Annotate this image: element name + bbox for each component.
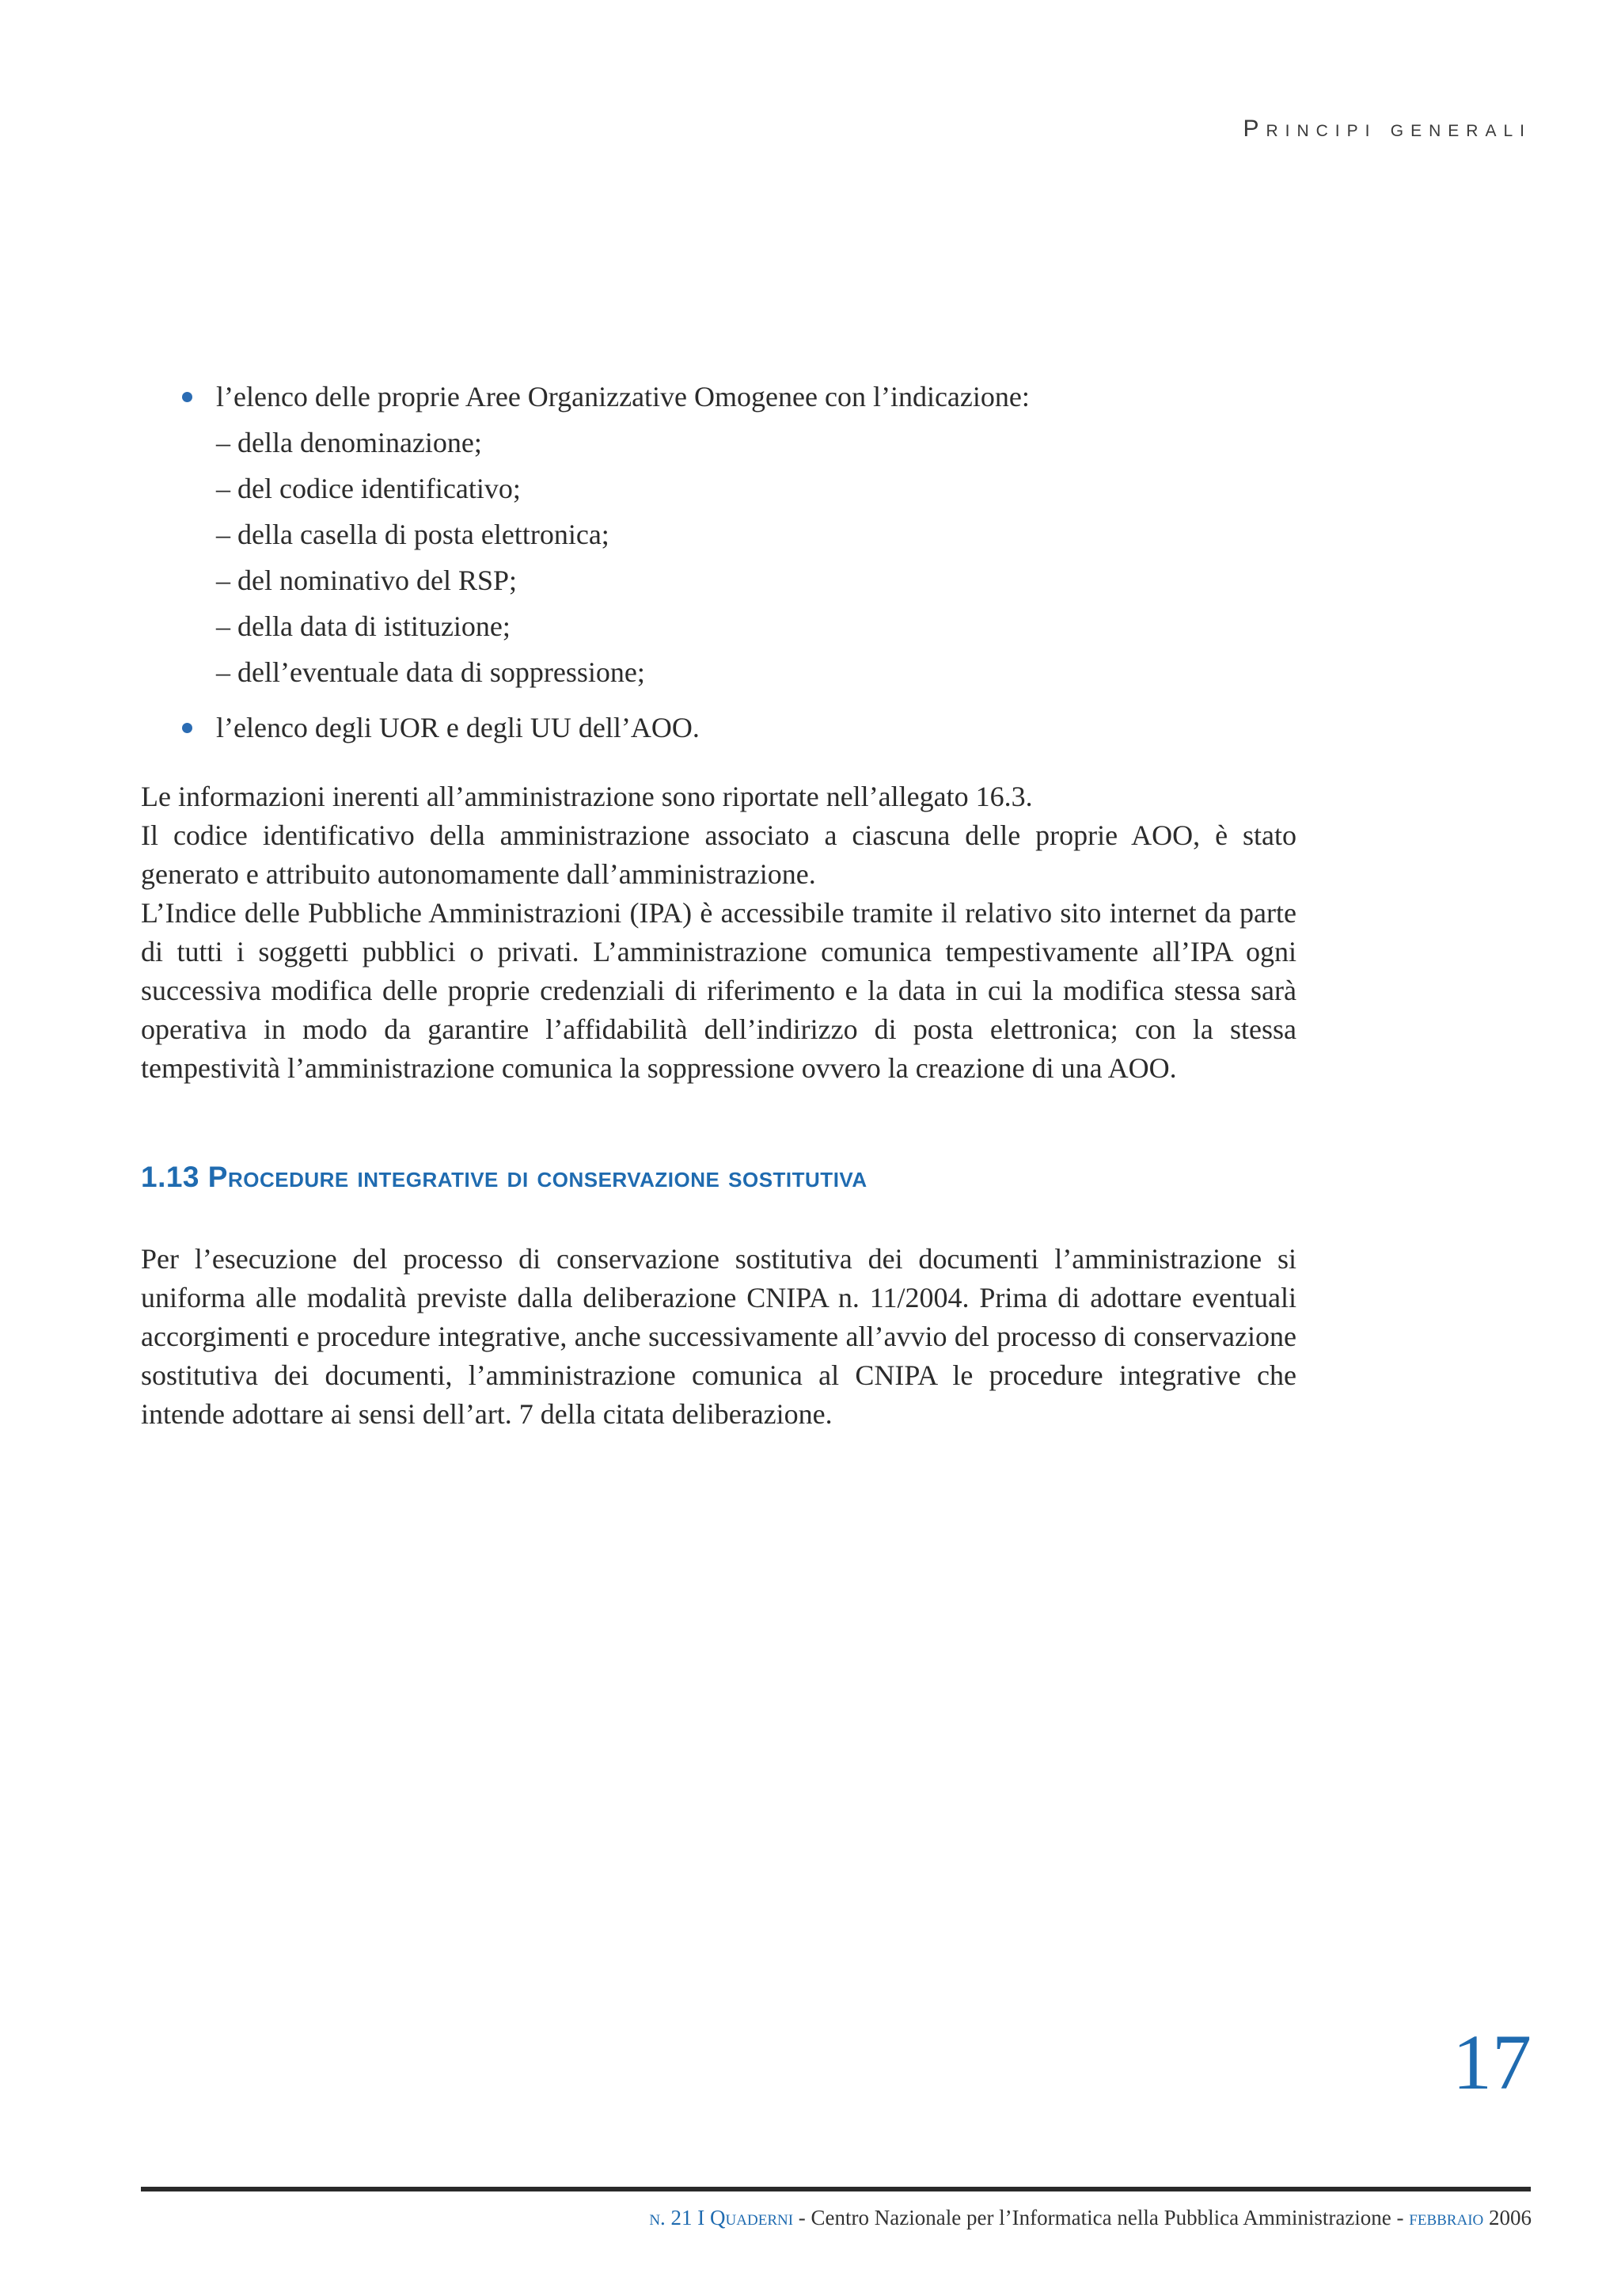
list-item <box>141 705 1296 751</box>
footer-text <box>649 2206 1532 2230</box>
paragraph: Le informazioni inerenti all’amministrazione sono riportate nell’allegato 16.3. <box>141 781 1033 812</box>
running-header: Principi generali <box>1243 116 1532 142</box>
paragraph: L’Indice delle Pubbliche Amministrazioni (IPA) è accessibile tramite il relativo sito internet da parte di tutti i soggetti pubblici o privati. L’amministrazione comunica tempestivamente all’IPA ogni successiva modifica delle proprie credenziali di riferimento e la data in cui la modifica stessa sarà operativa in modo da garantire l’affidabilità dell’indirizzo di posta elettronica; con la stessa tempestività l’amministrazione comunica la soppressione ovvero la creazione di una AOO. <box>141 897 1296 1084</box>
page-number: 17 <box>1452 2018 1532 2106</box>
paragraph: Il codice identificativo della amministrazione associato a ciascuna delle proprie AOO, è stato generato e attribuito autonomamente dall’amministrazione. <box>141 819 1296 890</box>
sub-list <box>141 420 1296 695</box>
sub-list-item: – della casella di posta elettronica; <box>216 519 609 550</box>
page-body <box>141 374 1296 1434</box>
footer-year: 2006 <box>1483 2206 1532 2229</box>
footer-issue: n. 21 <box>649 2206 693 2229</box>
bullet-icon <box>182 723 192 733</box>
bullet-icon <box>182 392 192 402</box>
sub-list-item: – del nominativo del RSP; <box>216 564 518 596</box>
sub-list-item: – dell’eventuale data di soppressione; <box>216 656 645 688</box>
sub-list-item: – della denominazione; <box>216 427 482 458</box>
list-item-text: l’elenco delle proprie Aree Organizzative Omogenee con l’indicazione: <box>216 381 1030 412</box>
sub-list-item: – del codice identificativo; <box>216 473 521 504</box>
section-paragraph: Per l’esecuzione del processo di conservazione sostitutiva dei documenti l’amministrazione si uniforma alle modalità previste dalla deliberazione CNIPA n. 11/2004. Prima di adottare eventuali accorgimenti e procedure integrative, anche successivamente all’avvio del processo di conservazione sostitutiva dei documenti, l’amministrazione comunica al CNIPA le procedure integrative che intende adottare ai sensi dell’art. 7 della citata deliberazione. <box>141 1243 1296 1430</box>
sub-list-item: – della data di istituzione; <box>216 610 511 642</box>
footer-rule <box>141 2187 1531 2191</box>
footer-series: Quaderni <box>710 2206 794 2229</box>
footer-month: febbraio <box>1409 2206 1484 2229</box>
footer-separator: I <box>697 2206 705 2229</box>
footer-publisher: - Centro Nazionale per l’Informatica nella Pubblica Amministrazione - <box>793 2206 1410 2229</box>
section-heading: 1.13 Procedure integrative di conservazione sostitutiva <box>141 1161 867 1193</box>
list-item <box>141 374 1296 420</box>
list-item-text: l’elenco degli UOR e degli UU dell’AOO. <box>216 712 700 743</box>
